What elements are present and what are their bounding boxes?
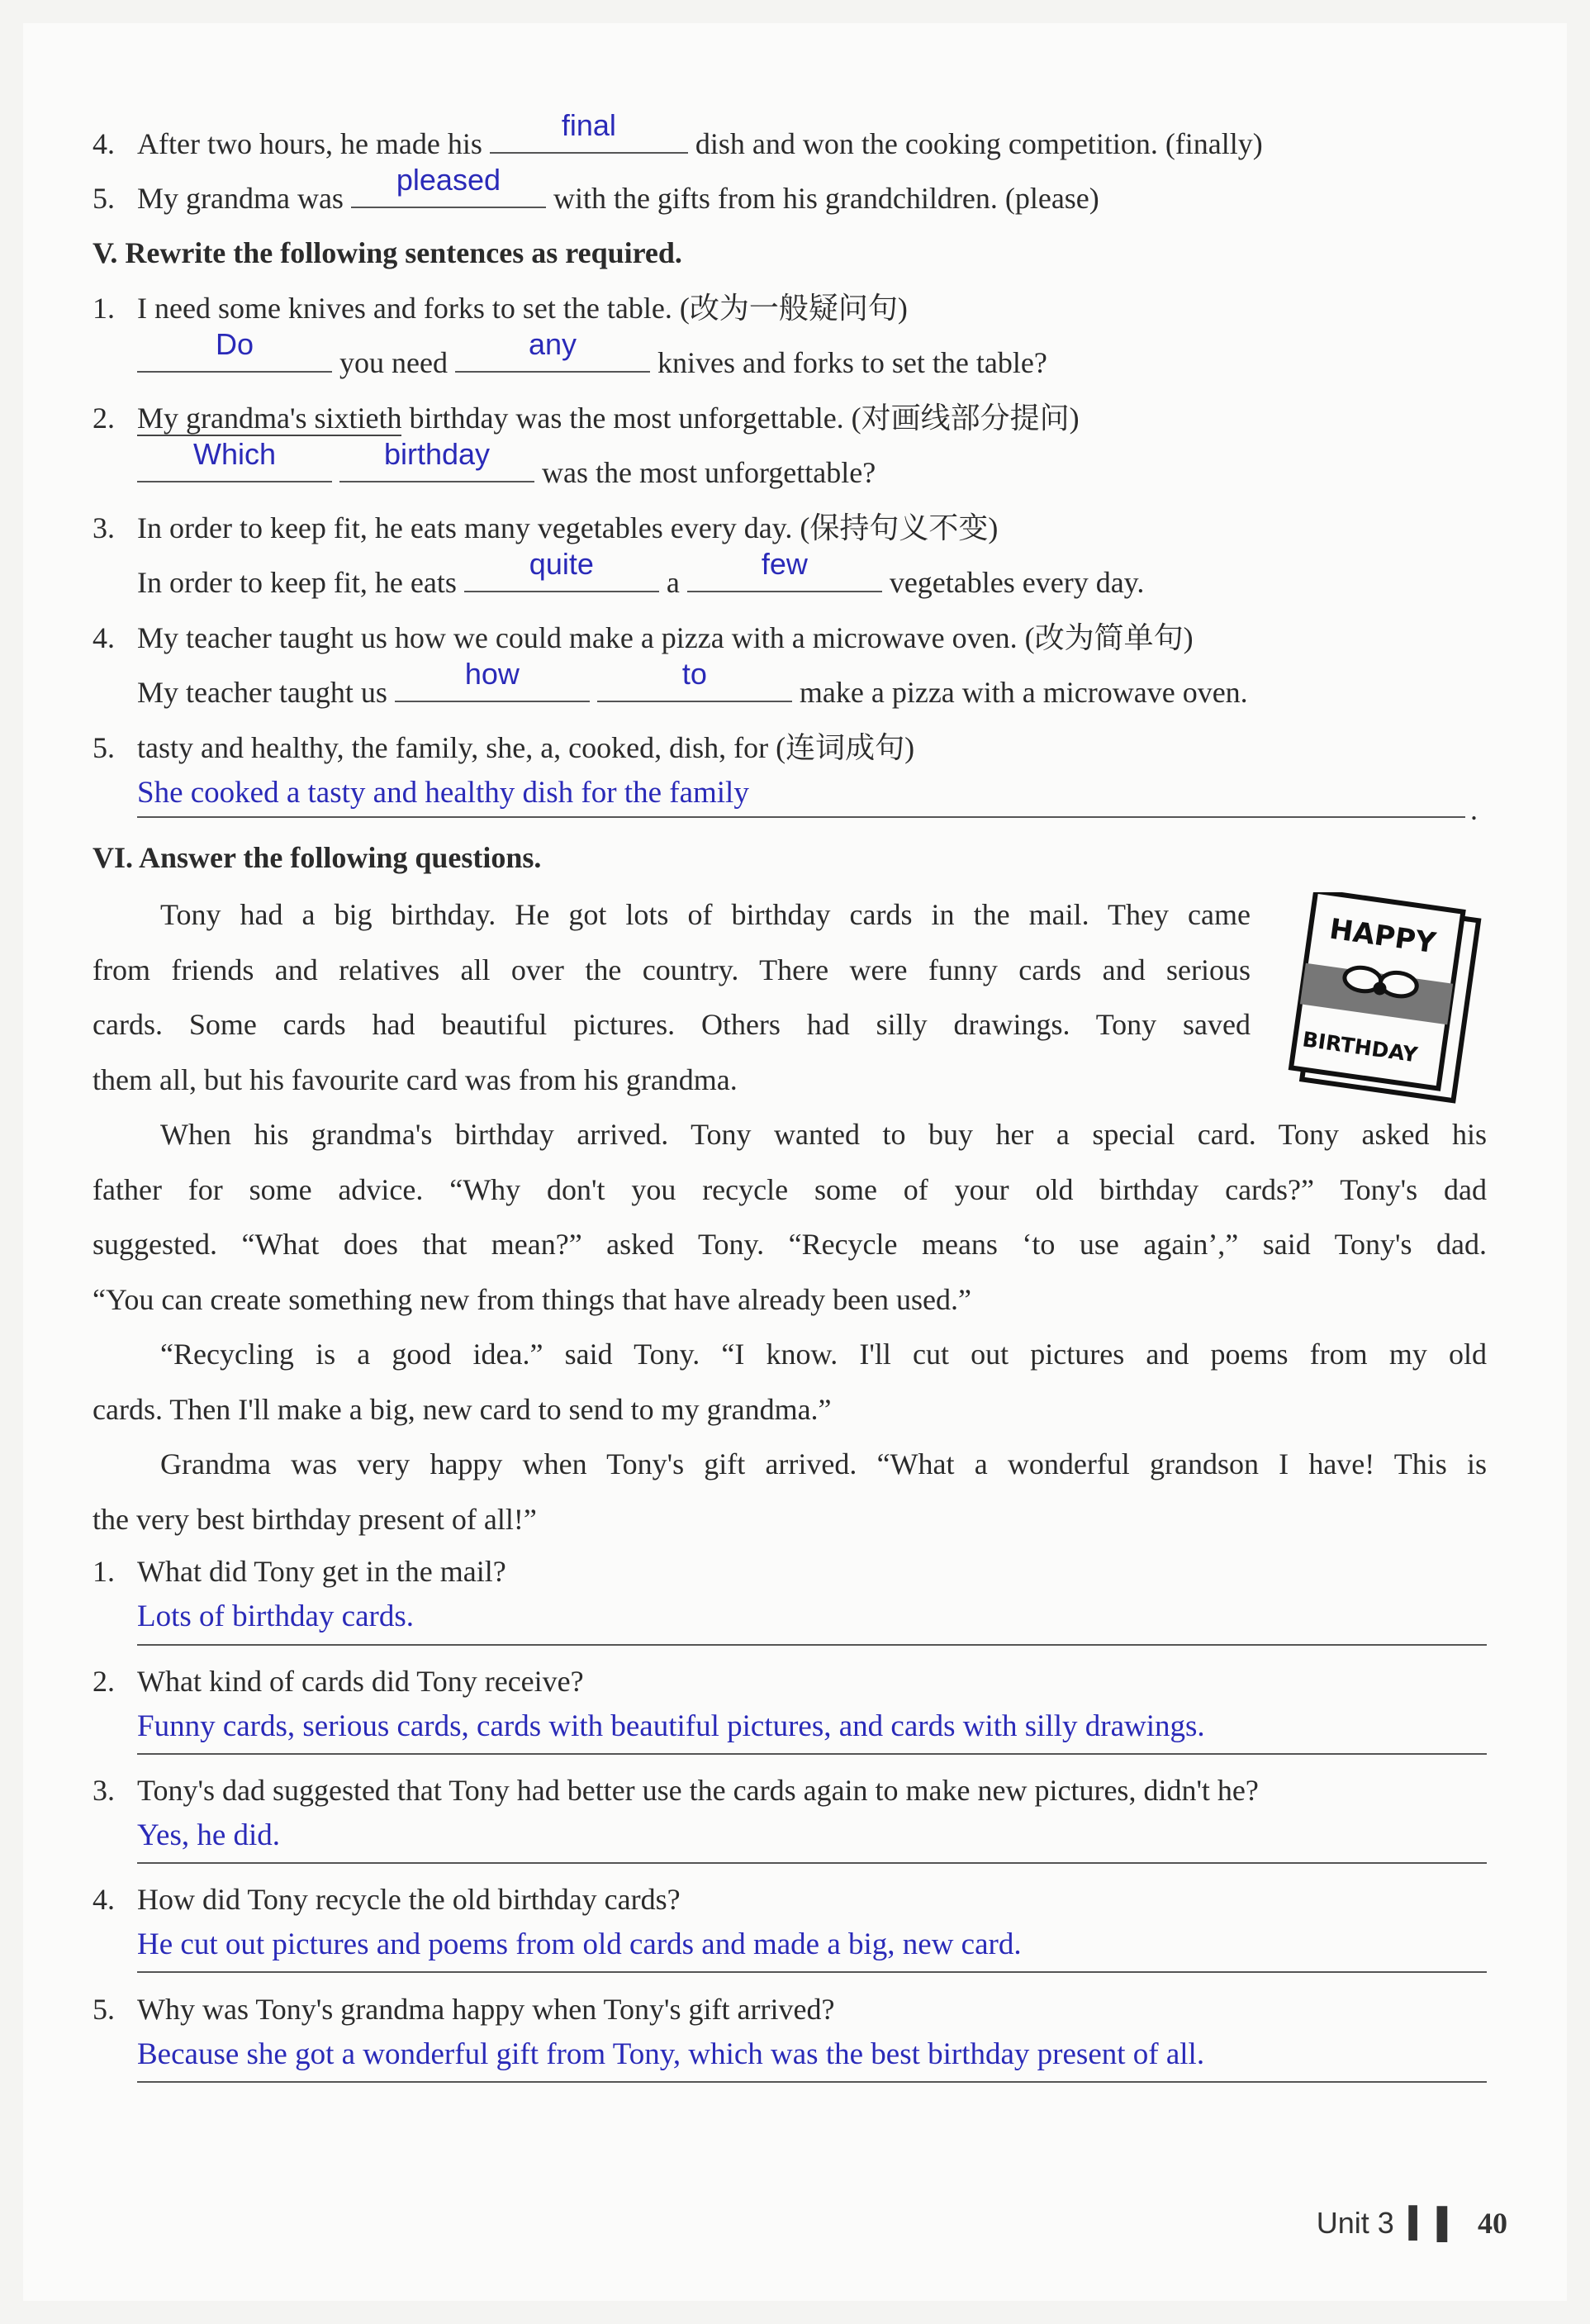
answer-1: Lots of birthday cards.: [137, 1599, 414, 1633]
answer-line[interactable]: [137, 1971, 1487, 1973]
answer-line[interactable]: [137, 1753, 1487, 1755]
answer-line[interactable]: [137, 816, 1465, 818]
page-number: 40: [1478, 2207, 1507, 2240]
answer-line[interactable]: [137, 1644, 1487, 1646]
page-footer: [1317, 2206, 1507, 2241]
card-happy-text: HAPPY: [1327, 912, 1438, 961]
answer-blank[interactable]: any: [455, 346, 650, 373]
exercise-5-1-answer: Do you need any knives and forks to set the table?: [93, 345, 1047, 381]
answer-blank[interactable]: to: [597, 676, 792, 702]
question-1: 1. What did Tony get in the mail?: [93, 1555, 506, 1588]
exercise-5-2-answer: Which birthday was the most unforgettable?: [93, 454, 876, 491]
story-paragraph-2: When his grandma's birthday arrived. Tony wanted to buy her a special card. Tony asked his father for some advice. “Why don't you recycle some of your old birthday cards?” Tony's dad suggested. “What does that mean?” asked Tony. “Recycle means ‘to use again’,” said Tony's dad. “You can create something new from things that have already been used.”: [93, 1118, 1487, 1316]
answer-blank[interactable]: Do: [137, 346, 332, 373]
exercise-5-4-answer: My teacher taught us how to make a pizza with a microwave oven.: [137, 657, 1248, 709]
exercise-5-5-answer: She cooked a tasty and healthy dish for the family: [137, 776, 749, 810]
answer-blank[interactable]: final: [490, 127, 688, 154]
exercise-5-5: 5. tasty and healthy, the family, she, a, cooked, dish, for (连词成句): [93, 731, 915, 764]
exercise-5-3: 3. In order to keep fit, he eats many vegetables every day. (保持句义不变): [93, 511, 999, 544]
answer-line[interactable]: [137, 1862, 1487, 1864]
card-birthday-text: BIRTHDAY: [1301, 1027, 1420, 1067]
answer-2: Funny cards, serious cards, cards with beautiful pictures, and cards with silly drawings.: [137, 1709, 1205, 1743]
answer-blank[interactable]: few: [687, 566, 882, 592]
answer-blank[interactable]: Which: [137, 456, 332, 482]
exercise-4-4: 4. After two hours, he made his final dish and won the cooking competition. (finally): [93, 108, 1263, 160]
question-4: 4. How did Tony recycle the old birthday cards?: [93, 1883, 681, 1916]
story-paragraph-1: Tony had a big birthday. He got lots of birthday cards in the mail. They came from friends and relatives all over the country. There were funny cards and serious cards. Some cards had beautiful pictures. Others had silly drawings. Tony saved them all, but his favourite card was from his grandma.: [93, 898, 1251, 1096]
answer-blank[interactable]: pleased: [351, 182, 546, 208]
unit-label: Unit 3: [1316, 2206, 1394, 2240]
section-vi-heading: VI. Answer the following questions.: [93, 841, 542, 874]
answer-line[interactable]: [137, 2081, 1487, 2083]
answer-3: Yes, he did.: [137, 1818, 281, 1852]
answer-5: Because she got a wonderful gift from Tony, which was the best birthday present of all.: [137, 2037, 1205, 2071]
exercise-5-3-answer: In order to keep fit, he eats quite a few vegetables every day.: [137, 547, 1145, 599]
story-paragraph-3: “Recycling is a good idea.” said Tony. “I know. I'll cut out pictures and poems from my old cards. Then I'll make a big, new card to send to my grandma.”: [93, 1338, 1487, 1426]
exercise-5-1: 1. I need some knives and forks to set the table. (改为一般疑问句): [93, 292, 908, 325]
bars-icon: ▍▌: [1408, 2206, 1463, 2240]
exercise-4-5: 5. My grandma was pleased with the gifts from his grandchildren. (please): [93, 163, 1099, 215]
question-2: 2. What kind of cards did Tony receive?: [93, 1665, 584, 1698]
answer-4: He cut out pictures and poems from old cards and made a big, new card.: [137, 1927, 1022, 1961]
answer-blank[interactable]: how: [395, 676, 590, 702]
sentence-period: .: [1470, 793, 1478, 826]
underlined-phrase: My grandma's sixtieth: [137, 402, 402, 435]
exercise-5-4: 4. My teacher taught us how we could make a pizza with a microwave oven. (改为简单句): [93, 621, 1194, 654]
story-paragraph-4: Grandma was very happy when Tony's gift arrived. “What a wonderful grandson I have! This is the very best birthday present of all!”: [93, 1447, 1487, 1536]
birthday-card-illustration: [1280, 892, 1495, 1115]
question-5: 5. Why was Tony's grandma happy when Tony's gift arrived?: [93, 1993, 835, 2026]
answer-blank[interactable]: birthday: [339, 456, 534, 482]
answer-blank[interactable]: quite: [464, 566, 659, 592]
question-3: 3. Tony's dad suggested that Tony had better use the cards again to make new pictures, didn't he?: [93, 1774, 1259, 1807]
exercise-5-2: 2. My grandma's sixtieth birthday was the most unforgettable. (对画线部分提问): [93, 402, 1080, 435]
section-v-heading: V. Rewrite the following sentences as required.: [93, 236, 682, 269]
